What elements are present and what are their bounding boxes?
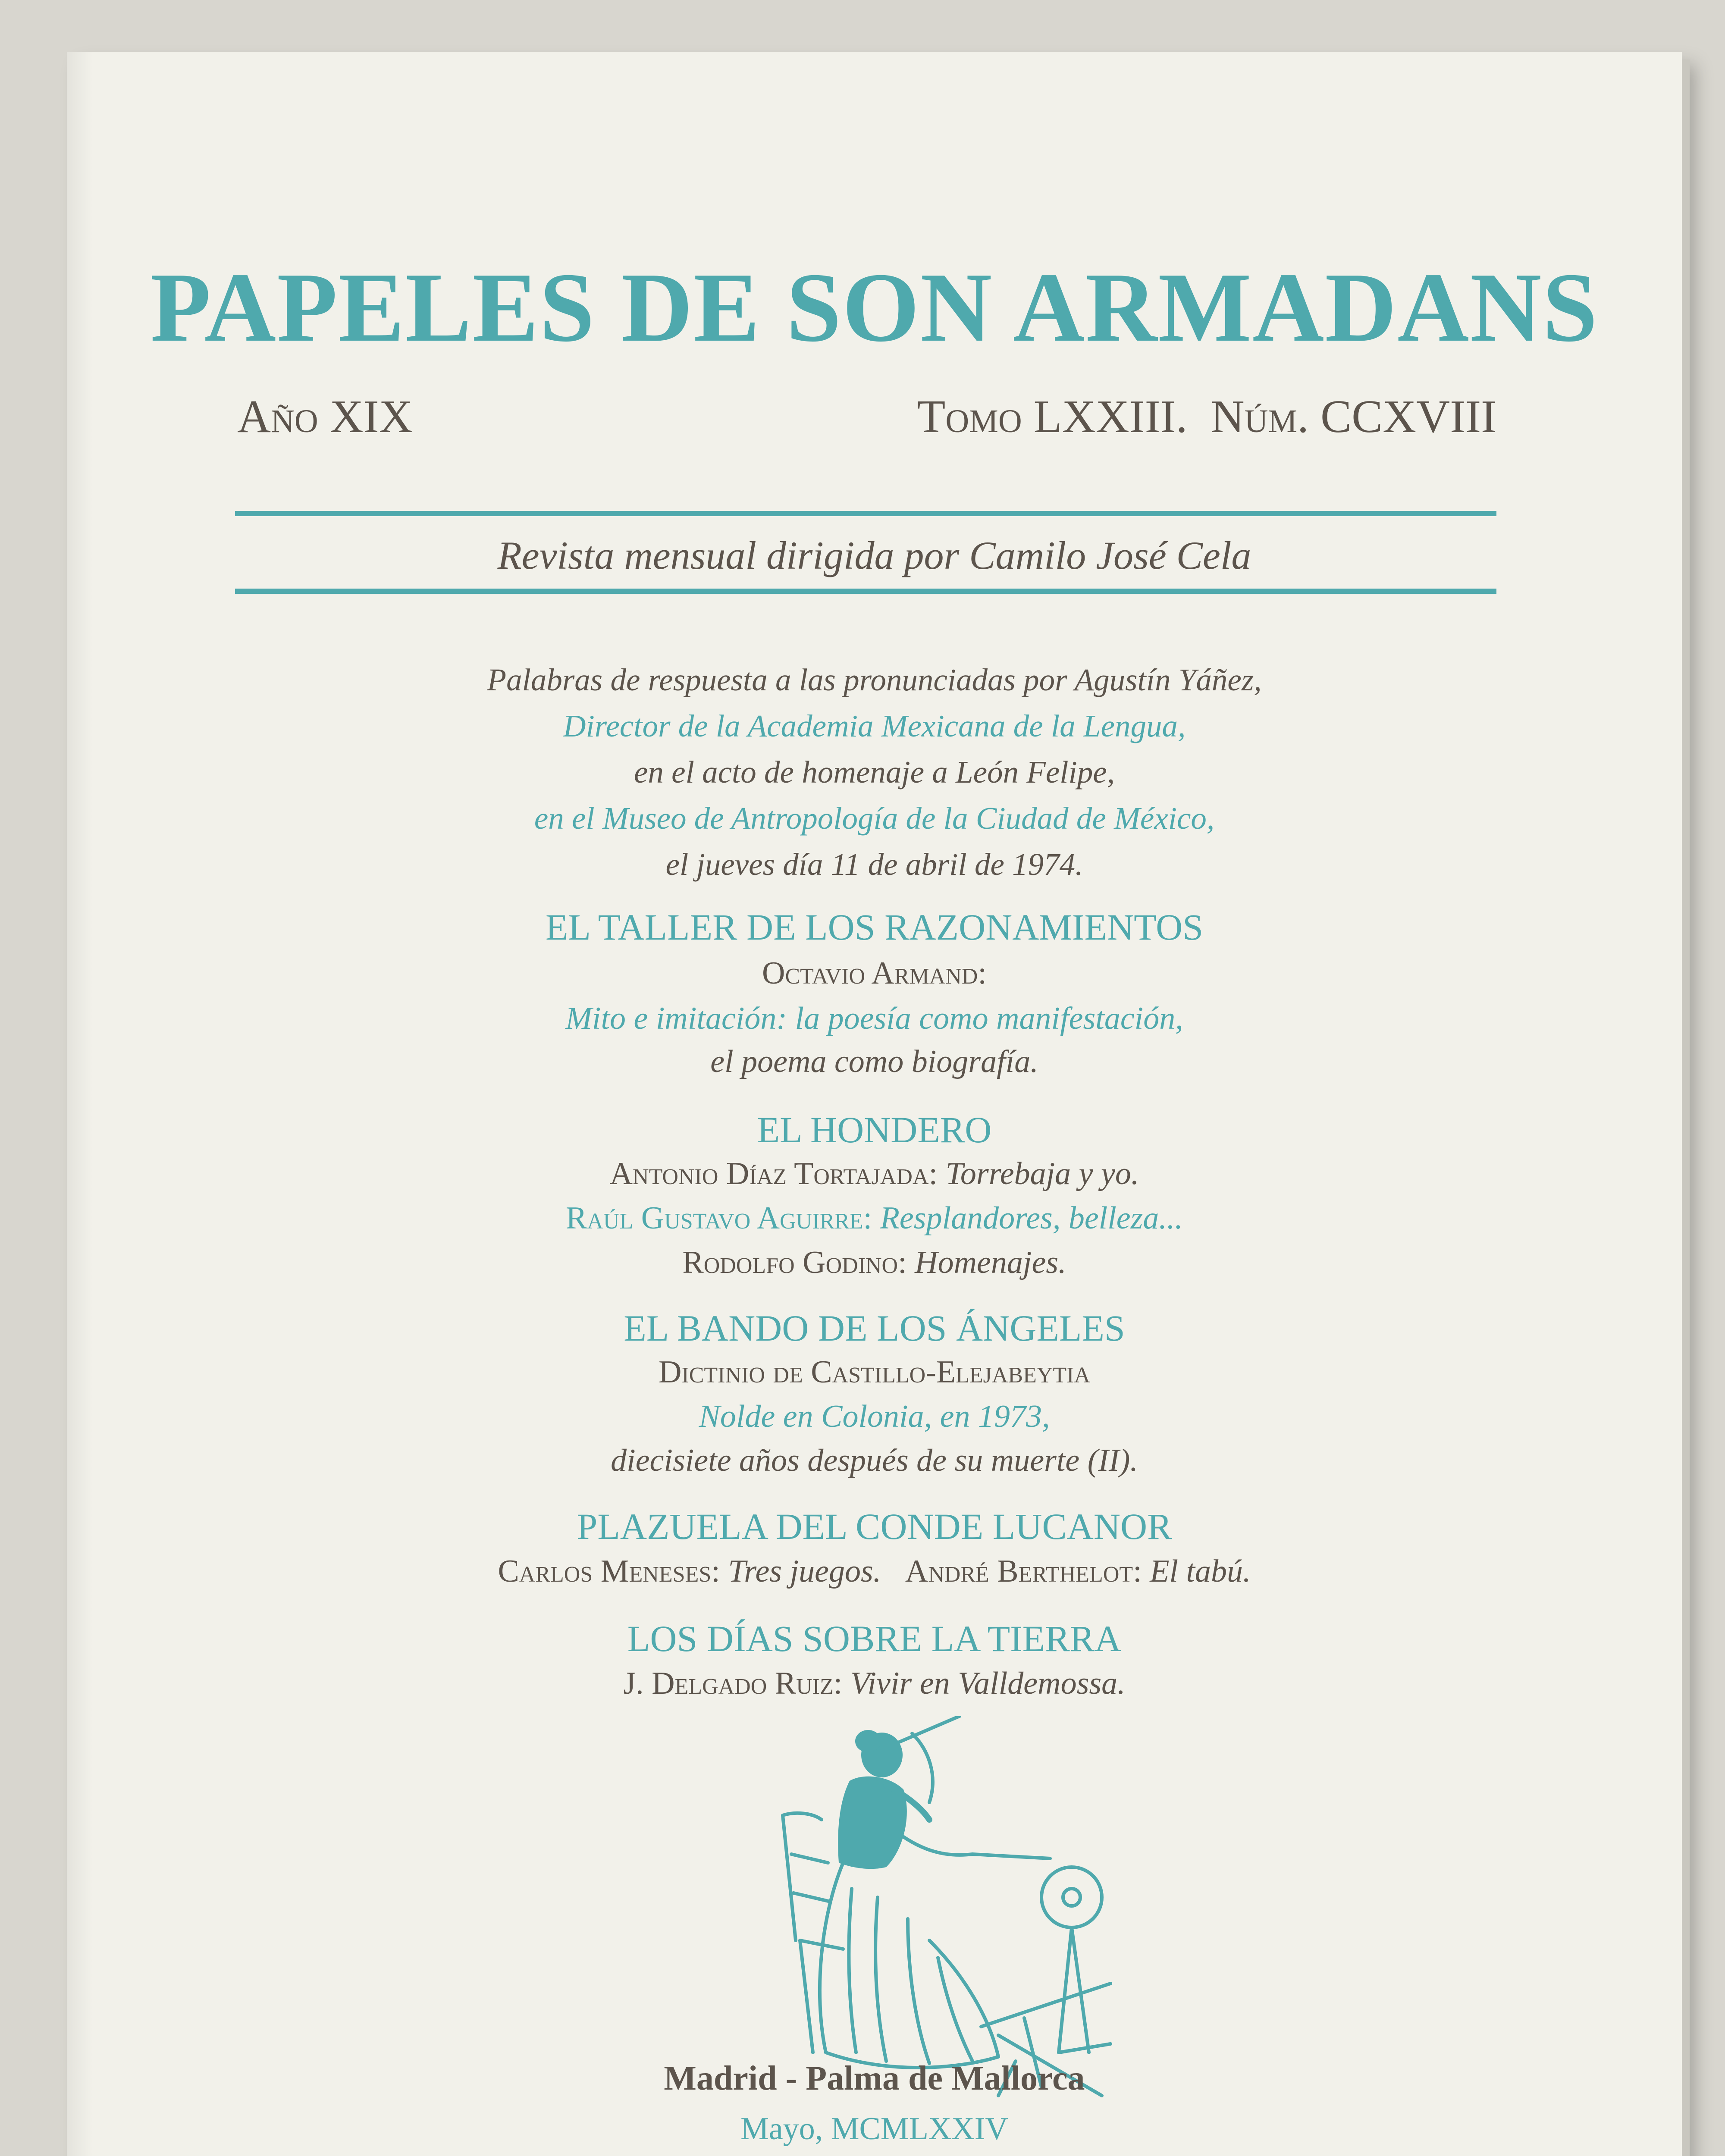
work-title: Torrebaja y yo. <box>945 1156 1139 1191</box>
section-heading: EL HONDERO <box>757 1109 992 1150</box>
bottom-divider <box>235 589 1496 594</box>
work-title: El tabú. <box>1150 1554 1251 1589</box>
author-name: Octavio Armand: <box>762 956 987 991</box>
publication-date: Mayo, MCMLXXIV <box>740 2111 1008 2147</box>
year-label: Año XIX <box>237 391 413 442</box>
section-heading: LOS DÍAS SOBRE LA TIERRA <box>627 1618 1122 1659</box>
work-title: Mito e imitación: la poesía como manifestación, <box>565 1001 1183 1036</box>
author-name: Antonio Díaz Tortajada: <box>609 1156 938 1191</box>
author-name: Dictinio de Castillo-Elejabeytia <box>658 1354 1091 1390</box>
section-line <box>67 955 1682 992</box>
work-title: Vivir en Valldemossa. <box>850 1666 1126 1701</box>
work-title: el poema como biografía. <box>710 1044 1038 1079</box>
spinning-wheel-illustration <box>757 1716 1128 2104</box>
section-line <box>67 1665 1682 1702</box>
section-line <box>67 1354 1682 1391</box>
work-title: diecisiete años después de su muerte (II). <box>611 1443 1138 1478</box>
section-line <box>67 1156 1682 1192</box>
section-line <box>67 1442 1682 1479</box>
presentation-line: en el Museo de Antropología de la Ciudad de México, <box>534 801 1215 836</box>
work-title: Tres juegos. <box>728 1554 881 1589</box>
work-title: Nolde en Colonia, en 1973, <box>699 1399 1050 1434</box>
author-name: Rodolfo Godino: <box>682 1245 907 1280</box>
presentation-line: Palabras de respuesta a las pronunciadas por Agustín Yáñez, <box>487 662 1262 697</box>
section-line <box>67 1044 1682 1080</box>
section-heading: PLAZUELA DEL CONDE LUCANOR <box>577 1506 1172 1547</box>
author-name: J. Delgado Ruiz: <box>623 1666 843 1701</box>
author-name: Carlos Meneses: <box>498 1554 720 1589</box>
work-title: Resplandores, belleza... <box>880 1200 1183 1236</box>
volume-number-label: Tomo LXXIII. Núm. CCXVIII <box>917 391 1496 442</box>
presentation-line: Director de la Academia Mexicana de la Lengua, <box>563 708 1186 743</box>
presentation-line: en el acto de homenaje a León Felipe, <box>634 755 1115 790</box>
magazine-cover <box>67 52 1682 2156</box>
section-line <box>67 1200 1682 1237</box>
section-line <box>67 1244 1682 1281</box>
section-line <box>67 1000 1682 1037</box>
author-name: André Berthelot: <box>905 1554 1142 1589</box>
subtitle: Revista mensual dirigida por Camilo José Cela <box>497 533 1251 577</box>
magazine-title: PAPELES DE SON ARMADANS <box>150 252 1599 362</box>
imprint: Madrid - Palma de Mallorca <box>664 2059 1085 2097</box>
work-title: Homenajes. <box>915 1245 1066 1280</box>
presentation-line: el jueves día 11 de abril de 1974. <box>665 847 1083 882</box>
author-name: Raúl Gustavo Aguirre: <box>566 1200 872 1236</box>
section-line <box>67 1398 1682 1435</box>
section-heading: EL TALLER DE LOS RAZONAMIENTOS <box>545 906 1204 948</box>
section-heading: EL BANDO DE LOS ÁNGELES <box>624 1307 1125 1349</box>
top-divider <box>235 511 1496 516</box>
section-line <box>67 1553 1682 1590</box>
